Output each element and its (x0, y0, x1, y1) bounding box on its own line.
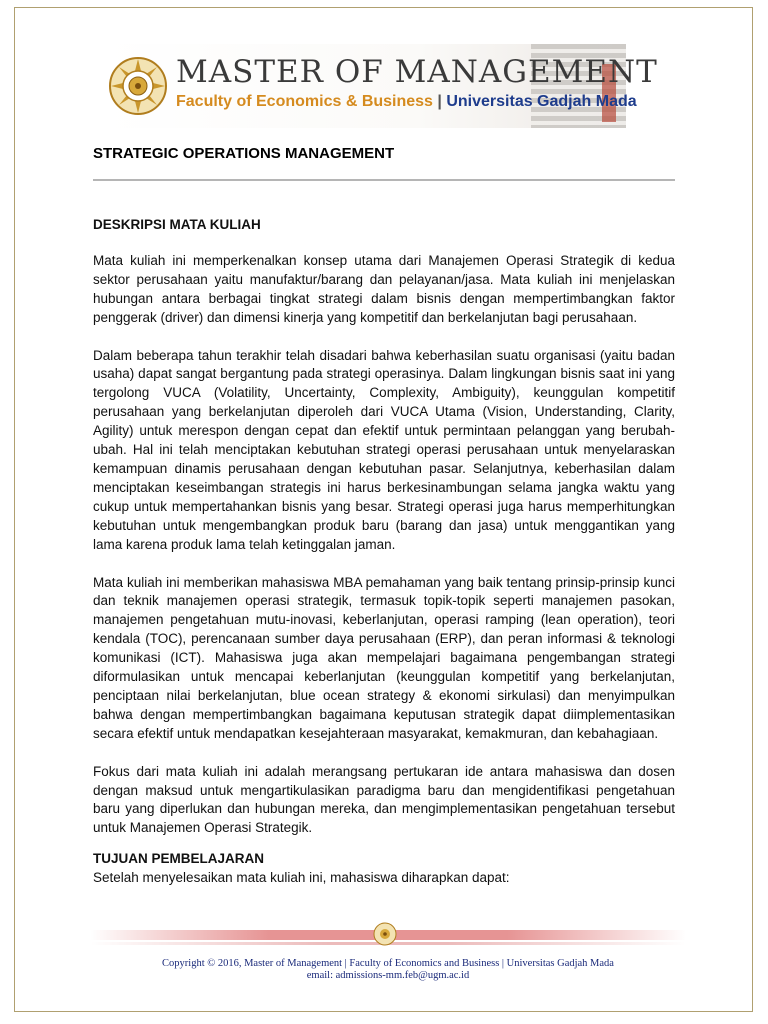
university-name: Universitas Gadjah Mada (446, 93, 637, 110)
faculty-line (176, 93, 637, 111)
program-title: MASTER OF MANAGEMENT (176, 54, 658, 90)
header-separator: | (437, 93, 442, 110)
footer-email: email: admissions-mm.feb@ugm.ac.id (306, 970, 470, 981)
footer (90, 958, 686, 982)
objectives-intro: Setelah menyelesaikan mata kuliah ini, mahasiswa diharapkan dapat: (93, 870, 510, 886)
objectives-heading: TUJUAN PEMBELAJARAN (93, 851, 265, 867)
title-divider (93, 179, 675, 181)
header-banner (104, 44, 658, 128)
footer-seal-icon (373, 922, 397, 946)
ugm-seal-logo (108, 56, 168, 116)
footer-copyright: Copyright © 2016, Master of Management | Faculty of Economics and Business | Universitas Gadjah Mada (162, 958, 614, 969)
paragraph-1: Mata kuliah ini memperkenalkan konsep utama dari Manajemen Operasi Strategik di kedua sektor perusahaan yaitu manufaktur/barang dan pelayanan/jasa. Mata kuliah ini menjelaskan hubungan antara berbagai tingkat strategi dalam bisnis dengan mempertimbangkan faktor penggerak (driver) dan dimensi kinerja yang kompetitif dan berkelanjutan bagi perusahaan. (93, 252, 675, 325)
paragraph-4: Fokus dari mata kuliah ini adalah merangsang pertukaran ide antara mahasiswa dan dosen dengan maksud untuk mengartikulasikan paradigma baru dan mengidentifikasi pengetahuan baru yang diperlukan dan hubungan mereka, dan mengimplementasikan pengetahuan tersebut untuk Manajemen Operasi Strategik. (93, 763, 675, 836)
paragraph-3: Mata kuliah ini memberikan mahasiswa MBA pemahaman yang baik tentang prinsip-prinsip kunci dan teknik manajemen operasi strategik, termasuk topik-topik seperti manajemen pasokan, manajemen pengetahuan mutu-inovasi, keberlanjutan, operasi ramping (lean operation), teori kendala (TOC), perencanaan sumber daya perusahaan (ERP), dan peran informasi & teknologi komunikasi (ICT). Mahasiswa juga akan mempelajari bagaimana pengembangan strategi diformulasikan untuk mencapai keberlanjutan (keunggulan kompetitif yang berkelanjutan, penciptaan nilai berkelanjutan, blue ocean strategy & ekonomi sirkulasi) dan menyimpulkan bahwa dengan mempertimbangkan bagaimana keputusan strategik dapat diimplementasikan secara efektif untuk mendapatkan kesejahteraan masyarakat, kemakmuran, dan kebahagiaan. (93, 574, 675, 741)
faculty-name: Faculty of Economics & Business (176, 93, 433, 110)
section-heading: DESKRIPSI MATA KULIAH (93, 217, 261, 232)
document-body (93, 216, 675, 888)
document-title: STRATEGIC OPERATIONS MANAGEMENT (93, 145, 395, 162)
paragraph-2: Dalam beberapa tahun terakhir telah disadari bahwa keberhasilan suatu organisasi (yaitu badan usaha) dapat sangat bergantung pada strategi operasinya. Dalam lingkungan bisnis saat ini yang tergolong VUCA (Volatility, Uncertainty, Complexity, Ambiguity), keunggulan kompetitif perusahaan yang berkelanjutan diperoleh dari VUCA Utama (Vision, Understanding, Clarity, Agility) untuk merespon dengan cepat dan efektif untuk permintaan pelanggan yang berubah-ubah. Hal ini telah menciptakan kebutuhan strategi operasi perusahaan untuk menyelaraskan kemampuan dinamis perusahaan dengan kebutuhan pasar. Selanjutnya, keberhasilan dalam menciptakan keseimbangan strategis ini harus berkesinambungan selama jangka waktu yang cukup untuk mempertahankan bisnis yang besar. Strategi operasi juga harus memperhitungkan kebutuhan untuk mengembangkan produk baru (barang dan jasa) untuk menggantikan yang lama karena produk lama telah ketinggalan jaman. (93, 347, 675, 552)
